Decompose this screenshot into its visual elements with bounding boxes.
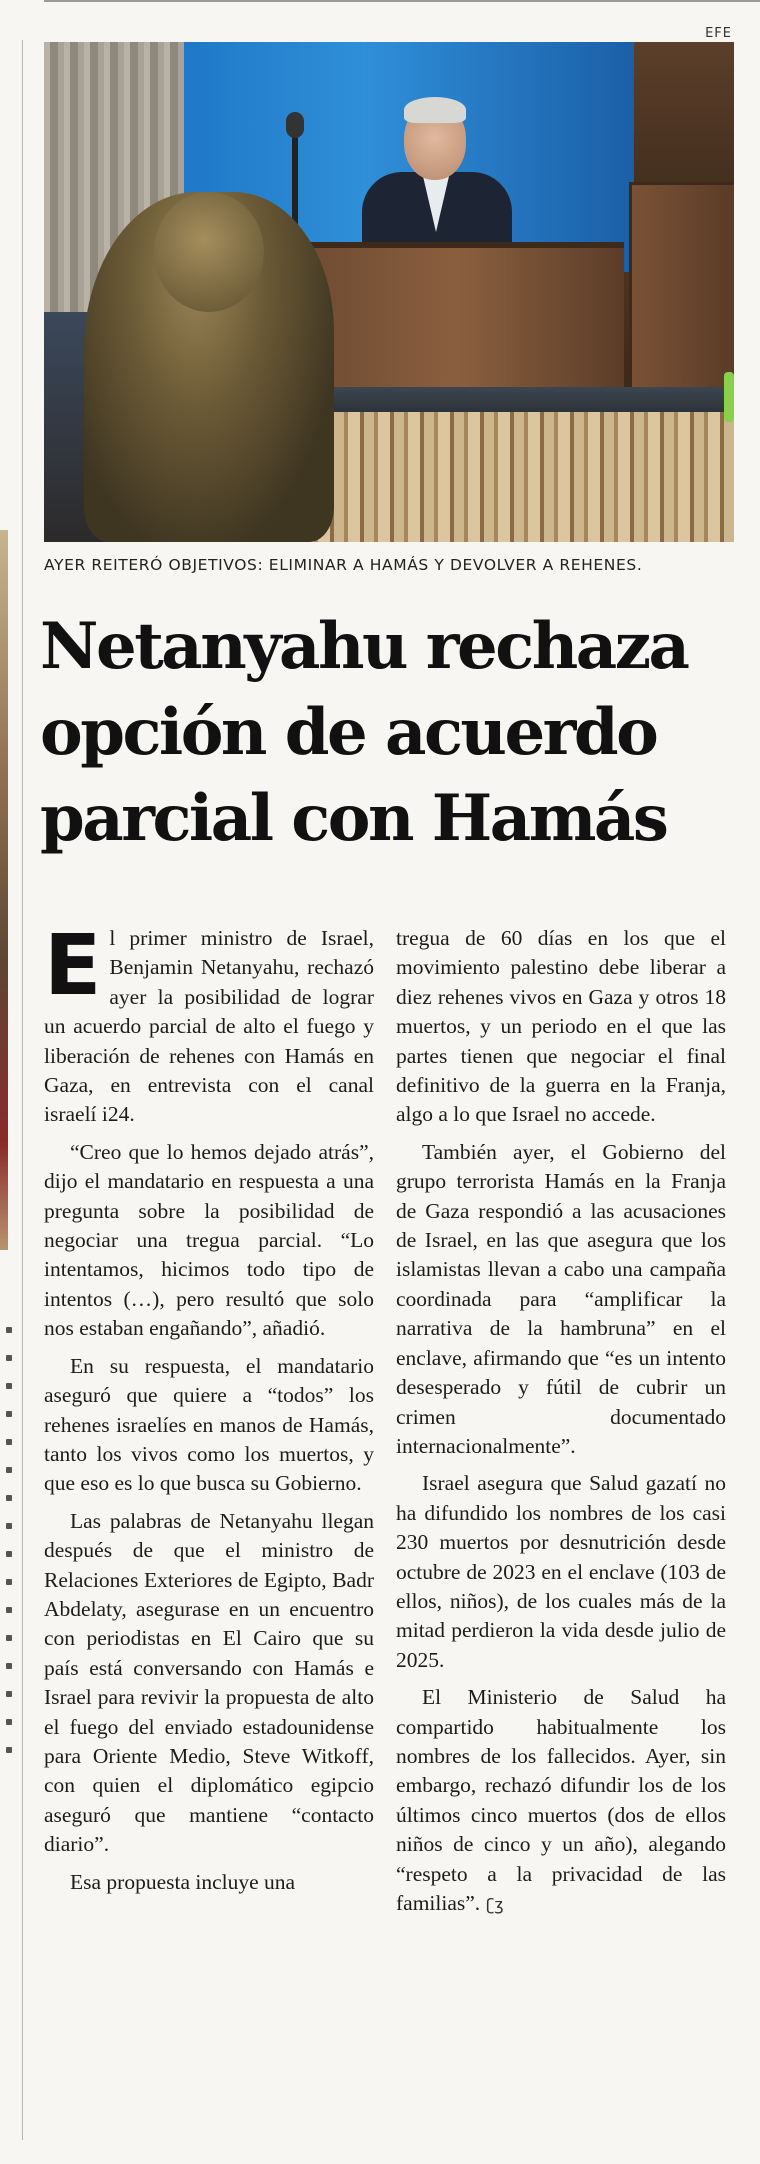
article-paragraph: El primer ministro de Israel, Benjamin Netanyahu, rechazó ayer la posibilidad de lograr un acuerdo parcial de alto el fuego y liberación de rehenes con Hamás en Gaza, en entrevista con el canal israelí i24. [44, 916, 374, 1127]
article-paragraph: tregua de 60 días en los que el movimiento palestino debe liberar a diez rehenes vivos en Gaza y otros 18 muertos, y un periodo en el que las partes tienen que negociar el final definitivo de la guerra en la Franja, algo a lo que Israel no accede. [396, 926, 726, 1127]
column-divider [22, 40, 23, 2140]
end-mark-icon: ʗʒ [486, 1895, 504, 1914]
adjacent-text-fragment [2, 1305, 16, 1753]
article-paragraph: Esa propuesta incluye una [70, 1869, 296, 1894]
article-paragraph: En su respuesta, el mandatario aseguró que quiere a “todos” los rehenes israelíes en manos de Hamás, tanto los vivos como los muertos, y que eso es lo que busca su Gobierno. [44, 1353, 374, 1496]
article-paragraph: “Creo que lo hemos dejado atrás”, dijo el mandatario en respuesta a una pregunta sobre la posibilidad de negociar una tregua parcial. “Lo intentamos, hicimos todo tipo de intentos (…), pero resultó que solo nos estaban engañando”, añadió. [44, 1139, 374, 1341]
adjacent-page-strip [0, 40, 20, 2164]
article-paragraph: El Ministerio de Salud ha compartido habitualmente los nombres de los fallecidos. Ayer, sin embargo, rechazó difundir los de los últimos cinco muertos (dos de ellos niños de cinco y un año), alegando “respeto a la privacidad de las familias”. ʗʒ [396, 1685, 726, 1915]
article-paragraph: Las palabras de Netanyahu llegan después de que el ministro de Relaciones Exteriores de Egipto, Badr Abdelaty, asegurase en un encuentro con periodistas en El Cairo que su país está conversando con Hamás e Israel para revivir la propuesta de alto el fuego del enviado estadounidense para Oriente Medio, Steve Witkoff, con quien el diplomático egipcio aseguró que mantiene “contacto diario”. [44, 1508, 374, 1857]
article-photo [44, 42, 734, 542]
article-paragraph: Israel asegura que Salud gazatí no ha difundido los nombres de los casi 230 muertos por desnutrición desde octubre de 2023 en el enclave (103 de ellos, niños), de los cuales más de la mitad perdieron la vida desde julio de 2025. [396, 1471, 726, 1672]
adjacent-photo-fragment [0, 530, 8, 1250]
article-column-2 [396, 924, 726, 1927]
article-paragraph: También ayer, el Gobierno del grupo terrorista Hamás en la Franja de Gaza respondió a las acusaciones de Israel, en las que asegura que los islamistas llevan a cabo una campaña coordinada para “amplificar la narrativa de la hambruna” en el enclave, afirmando que “es un intento desesperado y fútil de cubrir un crimen documentado internacionalmente”. [396, 1139, 726, 1458]
photo-credit: EFE [705, 26, 732, 41]
article-column-1 [44, 916, 374, 1905]
headline: Netanyahu rechaza opción de acuerdo parcial con Hamás [40, 609, 688, 856]
drop-cap: E [44, 916, 102, 1014]
top-rule [44, 0, 760, 2]
photo-caption: AYER REITERÓ OBJETIVOS: ELIMINAR A HAMÁS Y DEVOLVER A REHENES. [44, 556, 643, 574]
